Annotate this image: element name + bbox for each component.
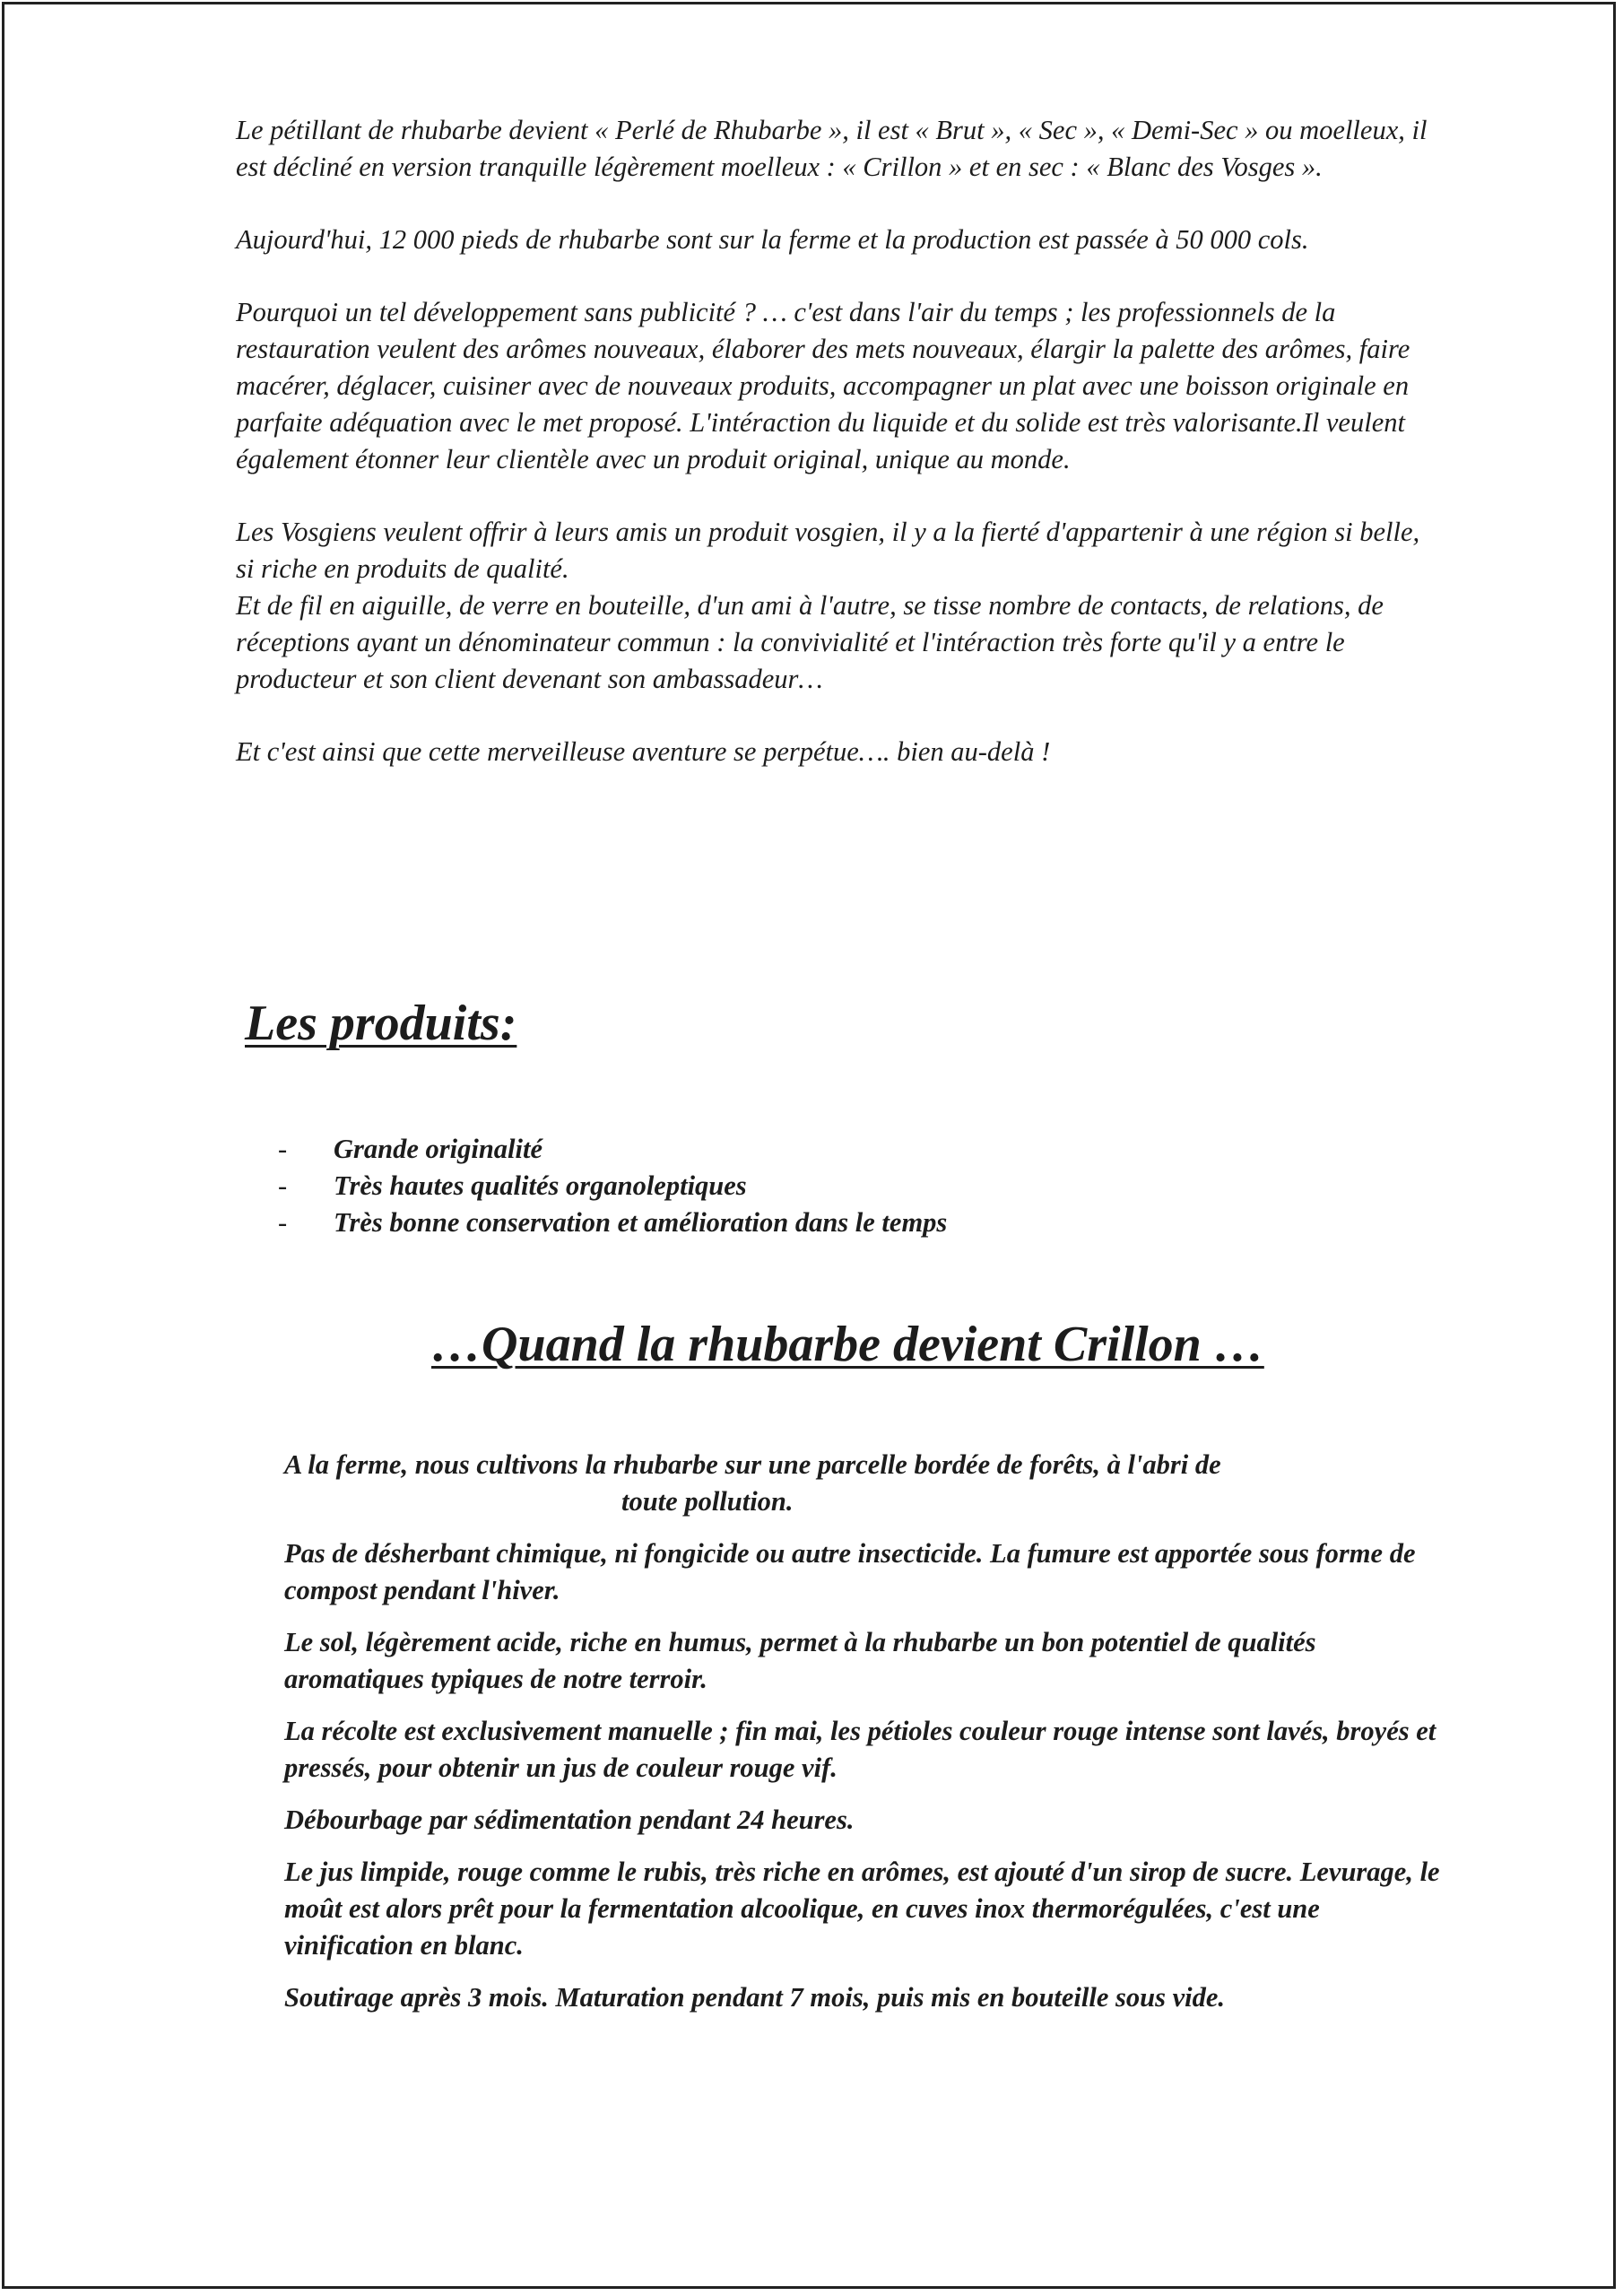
paragraph-ferme-line1: A la ferme, nous cultivons la rhubarbe sur une parcelle bordée de forêts, à l'abri de <box>284 1449 1221 1480</box>
paragraph-ferme-line2: toute pollution. <box>621 1486 794 1517</box>
paragraph-desherbant: Pas de désherbant chimique, ni fongicide ou autre insecticide. La fumure est apportée sous forme de compost pendant l'hiver. <box>284 1538 1416 1605</box>
produits-heading: Les produits: <box>245 996 517 1051</box>
paragraph-fil-en-aiguille: Et de fil en aiguille, de verre en bouteille, d'un ami à l'autre, se tisse nombre de contacts, de relations, de réceptions ayant un dénominateur commun : la convivialité et l'intéraction très forte qu'il y a entre le producteur et son client devenant son ambassadeur… <box>236 590 1384 694</box>
paragraph-debourbage: Débourbage par sédimentation pendant 24 heures. <box>284 1805 855 1835</box>
paragraph-jus: Le jus limpide, rouge comme le rubis, très riche en arômes, est ajouté d'un sirop de sucre. Levurage, le moût est alors prêt pour la fermentation alcoolique, en cuves inox thermorégulées, c'est une vinification en blanc. <box>284 1857 1440 1961</box>
paragraph-aventure: Et c'est ainsi que cette merveilleuse aventure se perpétue…. bien au-delà ! <box>236 736 1051 767</box>
paragraph-developpement: Pourquoi un tel développement sans publicité ? … c'est dans l'air du temps ; les professionnels de la restauration veulent des arômes nouveaux, élaborer des mets nouveaux, élargir la palette des arômes, faire macérer, déglacer, cuisiner avec de nouveaux produits, accompagner un plat avec une boisson originale en parfaite adéquation avec le met proposé. L'intéraction du liquide et du solide est très valorisante.Il veulent également étonner leur clientèle avec un produit original, unique au monde. <box>236 297 1410 474</box>
list-dash: - <box>278 1134 288 1164</box>
list-item-text: Très bonne conservation et amélioration dans le temps <box>334 1207 948 1238</box>
list-dash: - <box>278 1207 288 1238</box>
list-item <box>278 1168 1264 1205</box>
intro-section <box>236 112 1437 806</box>
paragraph-sol: Le sol, légèrement acide, riche en humus, permet à la rhubarbe un bon potentiel de qualités aromatiques typiques de notre terroir. <box>284 1627 1316 1694</box>
list-item-text: Très hautes qualités organoleptiques <box>334 1170 747 1201</box>
crillon-section <box>284 1447 1441 2031</box>
list-dash: - <box>278 1170 288 1201</box>
list-item <box>278 1131 1264 1168</box>
paragraph-vosgiens: Les Vosgiens veulent offrir à leurs amis un produit vosgien, il y a la fierté d'appartenir à une région si belle, si riche en produits de qualité. <box>236 517 1420 584</box>
paragraph-production: Aujourd'hui, 12 000 pieds de rhubarbe sont sur la ferme et la production est passée à 50 000 cols. <box>236 224 1309 255</box>
document-page <box>2 2 1616 2289</box>
paragraph-ferme <box>284 1447 1441 1520</box>
produits-list <box>278 1131 1264 1241</box>
paragraph-soutirage: Soutirage après 3 mois. Maturation pendant 7 mois, puis mis en bouteille sous vide. <box>284 1982 1226 2013</box>
list-item <box>278 1205 1264 1241</box>
crillon-heading: …Quand la rhubarbe devient Crillon … <box>431 1317 1264 1372</box>
paragraph-recolte: La récolte est exclusivement manuelle ; fin mai, les pétioles couleur rouge intense sont lavés, broyés et pressés, pour obtenir un jus de couleur rouge vif. <box>284 1716 1436 1783</box>
paragraph-perle-de-rhubarbe: Le pétillant de rhubarbe devient « Perlé de Rhubarbe », il est « Brut », « Sec », « Demi-Sec » ou moelleux, il est décliné en version tranquille légèrement moelleux : « Crillon » et en sec : « Blanc des Vosges ». <box>236 115 1428 182</box>
list-item-text: Grande originalité <box>334 1134 543 1164</box>
